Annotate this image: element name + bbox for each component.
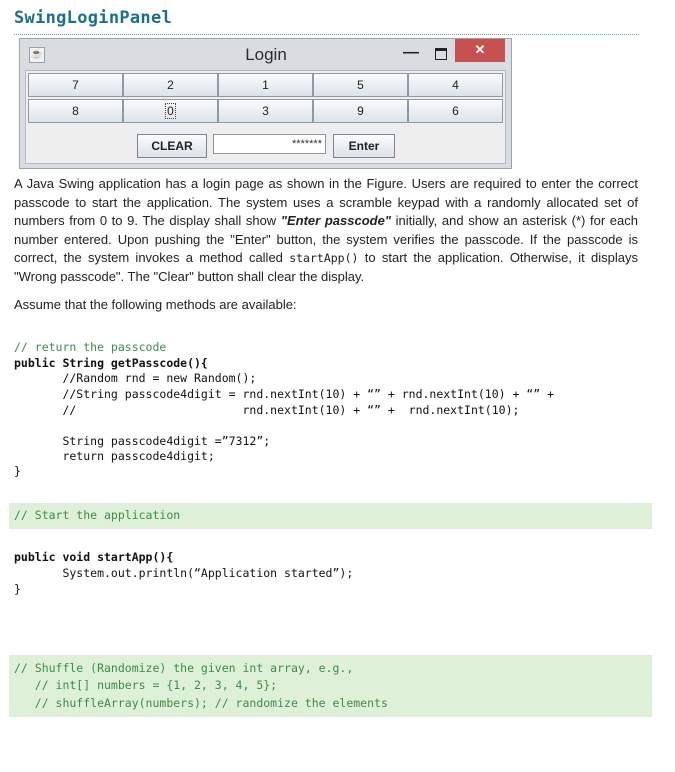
code-shuffle-line3: // shuffleArray(numbers); // randomize the elements [14,696,388,710]
key-label: 9 [357,104,364,118]
code-line-str2: // rnd.nextInt(10) + “” + rnd.nextInt(10); [14,403,520,417]
code-startapp-body: System.out.println(“Application started”); [14,566,354,580]
key-label: 1 [262,78,269,92]
keypad-key[interactable] [408,99,503,123]
desc-startapp-code: startApp() [289,251,359,266]
maximize-button[interactable] [426,43,456,66]
key-label: 8 [72,104,79,118]
code-line-str1: //String passcode4digit = rnd.nextInt(10) + “” + rnd.nextInt(10) + “” + [14,387,555,401]
window-titlebar [20,39,511,69]
page-title: SwingLoginPanel [14,8,173,28]
keypad-key[interactable] [218,99,313,123]
keypad-key[interactable] [123,73,218,97]
keypad-key[interactable] [218,73,313,97]
code-close-brace: } [14,464,21,478]
code-comment-return: // return the passcode [14,340,167,354]
assume-paragraph: Assume that the following methods are available: [14,297,297,312]
key-label: 7 [72,78,79,92]
keypad-key[interactable] [28,73,123,97]
keypad-key[interactable] [313,73,408,97]
desc-text-1: A Java Swing application has a login page as shown in the Figure. Users are required to enter the correct passcode to start the application. The system uses a scramble keypad with a randomly allocated set of numbers from 0 to 9. The display shall show [14,176,638,229]
key-label: 4 [452,78,459,92]
code-shuffle-line1: // Shuffle (Randomize) the given int array, e.g., [14,661,354,675]
scramble-keypad [28,73,503,123]
key-label: 6 [452,104,459,118]
desc-text-2: initially, and show an asterisk (*) for each number entered. Upon pushing the "Enter" button, the system verifies the passcode. If the passcode is correct, the system invokes a method called [14,213,638,266]
keypad-key[interactable] [313,99,408,123]
enter-button[interactable]: Enter [333,134,395,158]
login-panel [25,70,506,164]
keypad-key[interactable] [28,99,123,123]
code-shuffle-line2: // int[] numbers = {1, 2, 3, 4, 5}; [14,678,278,692]
clear-button[interactable]: CLEAR [137,134,207,158]
login-window [19,38,512,169]
maximize-icon [435,48,447,60]
passcode-field[interactable]: ******* [213,134,326,154]
code-line-random: //Random rnd = new Random(); [14,371,257,385]
window-title: Login [245,45,287,64]
keypad-key-focused[interactable] [123,99,218,123]
code-getpasscode-signature: public String getPasscode(){ [14,356,208,370]
code-startapp-signature: public void startApp(){ [14,550,174,564]
minimize-button[interactable]: — [403,44,419,61]
code-comment-start: // Start the application [14,508,181,522]
key-label: 0 [167,104,174,118]
desc-text-3: to start the application. Otherwise, it displays "Wrong passcode". The "Clear" button shall clear the display. [14,250,638,284]
description-paragraph [14,175,638,287]
close-button[interactable]: ✕ [455,39,505,62]
code-startapp-close: } [14,582,21,596]
java-app-icon: ☕ [29,47,45,63]
code-line-assign: String passcode4digit =”7312”; [14,434,271,448]
key-label: 3 [262,104,269,118]
key-label: 2 [167,78,174,92]
title-divider [14,34,639,35]
desc-enter-passcode: "Enter passcode" [280,213,391,229]
keypad-key[interactable] [408,73,503,97]
key-label: 5 [357,78,364,92]
code-line-return: return passcode4digit; [14,449,215,463]
